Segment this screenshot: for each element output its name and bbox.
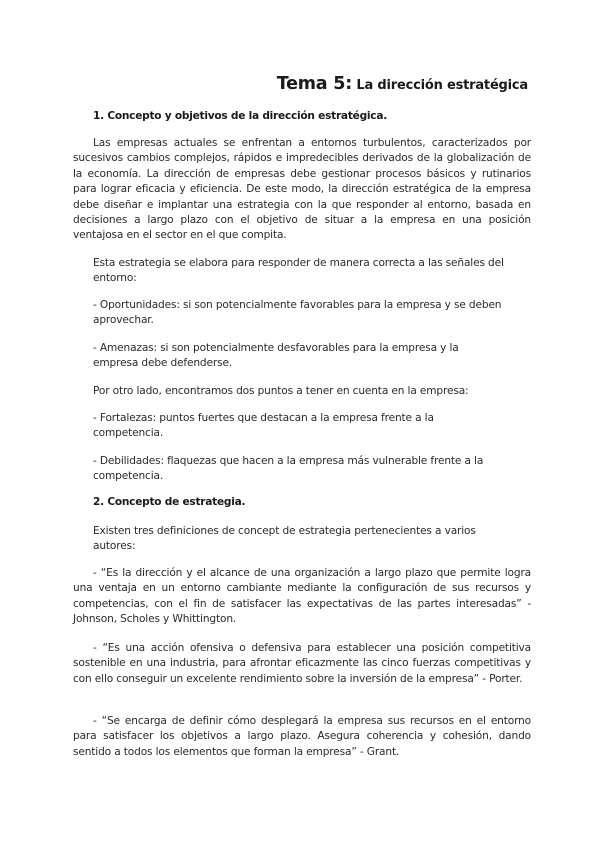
section2-heading: 2. Concepto de estrategia. — [93, 496, 246, 508]
title-sub: La dirección estratégica — [352, 78, 528, 93]
section1-heading: 1. Concepto y objetivos de la dirección estratégica. — [93, 110, 387, 122]
page-title — [277, 74, 528, 94]
strengths-item: - Fortalezas: puntos fuertes que destacan a la empresa frente a la competencia. — [93, 412, 434, 440]
definition-grant: - “Se encarga de definir cómo desplegará la empresa sus recursos en el entorno para satisfacer los objetivos a largo plazo. Asegura coherencia y cohesión, dando sentido a todos los elementos que forman la empresa” - Grant. — [73, 715, 531, 758]
definition-porter: - “Es una acción ofensiva o defensiva para establecer una posición competitiva sostenible en una industria, para afrontar eficazmente las cinco fuerzas competitivas y con ello conseguir un excelente rendimiento sobre la inversión de la empresa” - Porter. — [73, 642, 531, 685]
weaknesses-item: - Debilidades: flaquezas que hacen a la empresa más vulnerable frente a la competencia. — [93, 455, 484, 483]
section1-intro-paragraph: Las empresas actuales se enfrentan a entornos turbulentos, caracterizados por sucesivos cambios complejos, rápidos e impredecibles derivados de la globalización de la economía. La dirección de empresas debe gestionar procesos básicos y rutinarios para lograr eficacia y eficiencia. De este modo, la dirección estratégica de la empresa debe diseñar e implantar una estrategia con la que responder al entorno, basada en decisiones a largo plazo con el objetivo de situar a la empresa en una posición ventajosa en el sector en el que compita. — [73, 137, 531, 242]
title-main: Tema 5: — [276, 74, 353, 94]
section2-intro-paragraph: Existen tres definiciones de concept de estrategia pertenecientes a varios autores: — [93, 525, 476, 553]
internal-intro-paragraph: Por otro lado, encontramos dos puntos a tener en cuenta en la empresa: — [93, 385, 469, 397]
opportunities-item: - Oportunidades: si son potencialmente favorables para la empresa y se deben aprovechar. — [93, 299, 502, 327]
signals-intro-paragraph: Esta estrategia se elabora para responder de manera correcta a las señales del entorno: — [93, 257, 504, 285]
threats-item: - Amenazas: si son potencialmente desfavorables para la empresa y la empresa debe defenderse. — [93, 342, 459, 370]
definition-johnson: - “Es la dirección y el alcance de una organización a largo plazo que permite logra una ventaja en un entorno cambiante mediante la configuración de sus recursos y competencias, con el fin de satisfacer las expectativas de las partes interesadas” - Johnson, Scholes y Whittington. — [73, 567, 531, 626]
